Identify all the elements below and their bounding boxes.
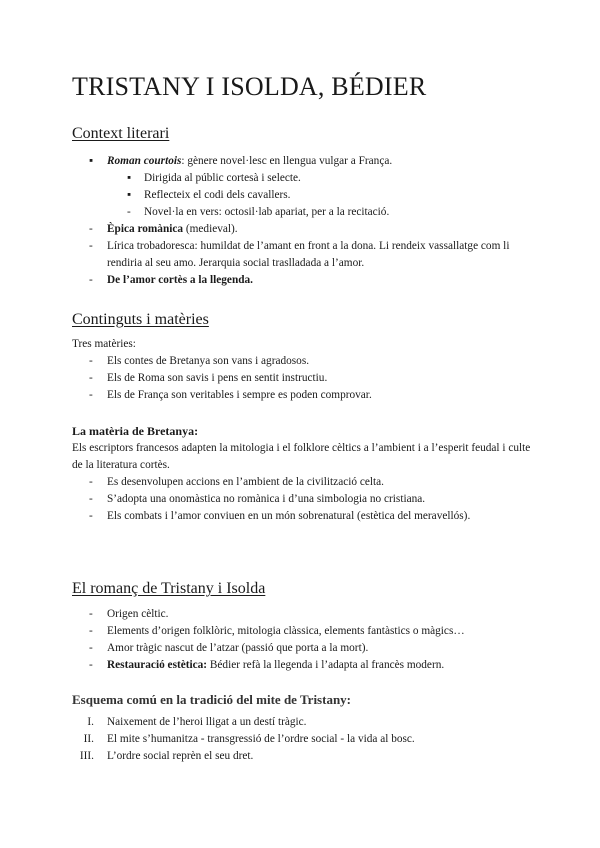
item-text: Els combats i l’amor conviuen en un món sobrenatural (estètica del meravellós). xyxy=(107,510,471,522)
romance-list xyxy=(72,606,542,674)
sub-item-text: Dirigida al públic cortesà i selecte. xyxy=(144,172,301,184)
amor-cortes-text: De l’amor cortès a la llegenda. xyxy=(107,274,253,286)
item-text: Amor tràgic nascut de l’atzar (passió que porta a la mort). xyxy=(107,642,369,654)
term-restauracio: Restauració estètica: xyxy=(107,659,208,671)
list-item xyxy=(72,606,542,623)
list-item xyxy=(72,491,542,508)
list-item xyxy=(72,748,542,765)
list-item xyxy=(72,731,542,748)
bretanya-text: Els escriptors francesos adapten la mitologia i el folklore cèltics a l’ambient i a l’esperit feudal i culte de la literatura cortès. xyxy=(72,442,531,471)
lirica-text: Lírica trobadoresca: humildat de l’amant en front a la dona. Li rendeix vassallatge com li rendiria al seu amo. Jerarquia social traslladada a l’amor. xyxy=(107,240,510,269)
list-item xyxy=(72,623,542,640)
context-list xyxy=(72,153,542,289)
epica-desc: (medieval). xyxy=(183,223,238,235)
scheme-list xyxy=(72,714,542,765)
sub-list-item xyxy=(72,204,542,221)
list-item xyxy=(72,640,542,657)
scheme-heading: Esquema comú en la tradició del mite de Tristany: xyxy=(72,692,352,707)
dash-bullet: - xyxy=(89,476,93,488)
section-heading-contents: Continguts i matèries xyxy=(72,311,209,328)
dash-bullet: - xyxy=(89,274,93,286)
roman-numeral: I. xyxy=(87,716,94,728)
list-item xyxy=(72,508,542,525)
item-text: Naixement de l’heroi lligat a un destí tràgic. xyxy=(107,716,307,728)
list-item xyxy=(72,370,542,387)
list-item xyxy=(72,714,542,731)
list-item xyxy=(72,238,542,272)
bretanya-block xyxy=(72,423,542,525)
square-bullet: ▪ xyxy=(89,155,94,167)
list-item xyxy=(72,272,542,289)
item-text: Es desenvolupen accions en l’ambient de la civilització celta. xyxy=(107,476,384,488)
list-item xyxy=(72,353,542,370)
section-heading-romance: El romanç de Tristany i Isolda xyxy=(72,580,266,597)
item-text: Els de Roma son savis i pens en sentit instructiu. xyxy=(107,372,328,384)
bretanya-heading: La matèria de Bretanya: xyxy=(72,424,199,438)
list-item xyxy=(72,474,542,491)
restauracio-desc: Bédier refà la llegenda i l’adapta al francès modern. xyxy=(207,659,445,671)
item-text: Els contes de Bretanya son vans i agradosos. xyxy=(107,355,310,367)
square-bullet: ▪ xyxy=(127,172,132,184)
contents-intro: Tres matèries: xyxy=(72,338,136,350)
item-text: S’adopta una onomàstica no romànica i d’una simbologia no cristiana. xyxy=(107,493,426,505)
document-title: TRISTANY I ISOLDA, BÉDIER xyxy=(72,72,427,101)
term-roman-courtois: Roman courtois xyxy=(107,155,182,167)
item-text: L’ordre social reprèn el seu dret. xyxy=(107,750,254,762)
sub-item-text: Reflecteix el codi dels cavallers. xyxy=(144,189,291,201)
dash-bullet: - xyxy=(89,510,93,522)
item-text: Els de França son veritables i sempre es poden comprovar. xyxy=(107,389,372,401)
square-bullet: ▪ xyxy=(127,189,132,201)
dash-bullet: - xyxy=(89,659,93,671)
dash-bullet: - xyxy=(89,493,93,505)
list-item xyxy=(72,657,542,674)
section-heading-context: Context literari xyxy=(72,125,170,142)
list-item xyxy=(72,387,542,404)
list-item xyxy=(72,153,542,170)
dash-bullet: - xyxy=(89,608,93,620)
dash-bullet: - xyxy=(89,625,93,637)
item-text: Elements d’origen folklòric, mitologia clàssica, elements fantàstics o màgics… xyxy=(107,625,465,637)
dash-bullet: - xyxy=(89,389,93,401)
sub-list-item xyxy=(72,170,542,187)
item-text: Origen cèltic. xyxy=(107,608,169,620)
roman-numeral: III. xyxy=(79,750,94,762)
roman-numeral: II. xyxy=(83,733,94,745)
contents-block xyxy=(72,336,542,404)
item-text: El mite s’humanitza - transgressió de l’ordre social - la vida al bosc. xyxy=(107,733,415,745)
dash-bullet: - xyxy=(127,206,131,218)
dash-bullet: - xyxy=(89,240,93,252)
dash-bullet: - xyxy=(89,642,93,654)
dash-bullet: - xyxy=(89,355,93,367)
dash-bullet: - xyxy=(89,223,93,235)
dash-bullet: - xyxy=(89,372,93,384)
sub-list-item xyxy=(72,187,542,204)
roman-courtois-desc: : gènere novel·lesc en llengua vulgar a França. xyxy=(181,155,393,167)
list-item xyxy=(72,221,542,238)
term-epica: Èpica romànica xyxy=(107,223,184,235)
sub-item-text: Novel·la en vers: octosil·lab apariat, per a la recitació. xyxy=(144,206,390,218)
